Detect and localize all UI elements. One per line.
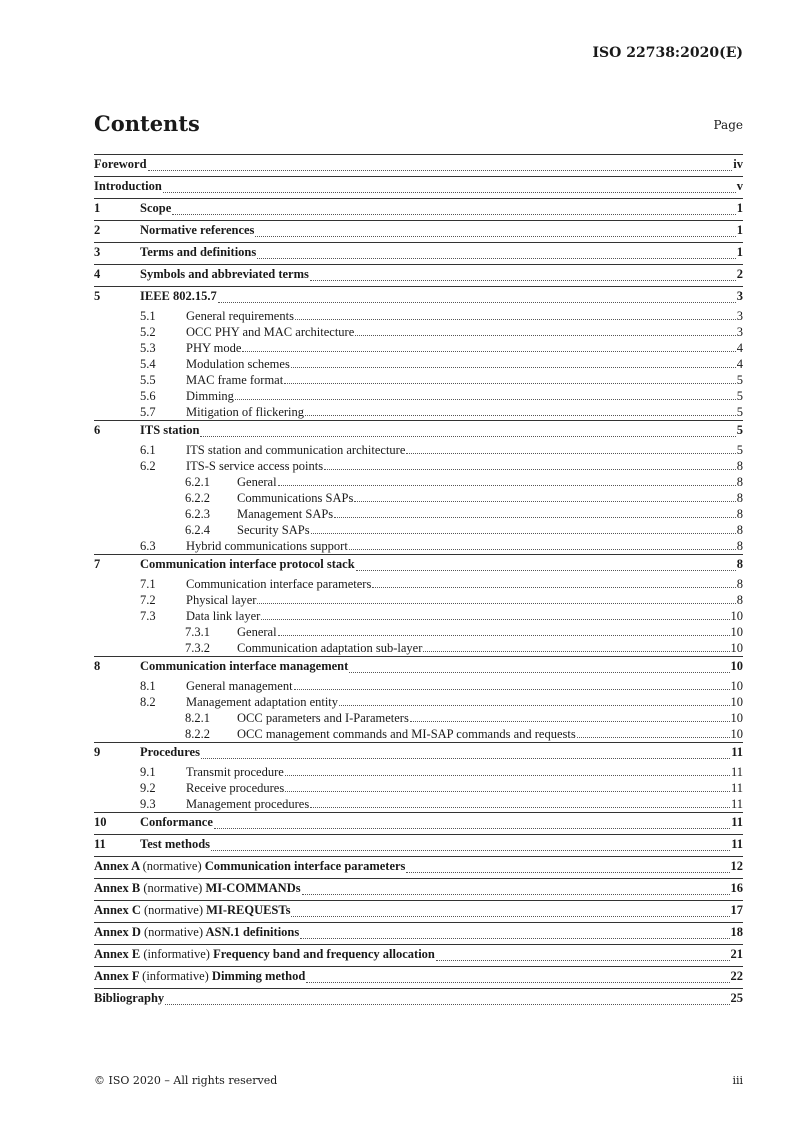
toc-entry-number: 7.3.1 — [185, 625, 210, 639]
toc-entry-page: 4 — [736, 357, 743, 371]
toc-entry[interactable] — [94, 286, 743, 308]
dot-leader — [300, 937, 729, 939]
toc-entry[interactable] — [94, 764, 743, 780]
dot-leader — [291, 366, 736, 368]
toc-entry-page: 8 — [736, 523, 743, 537]
dot-leader — [172, 213, 736, 215]
annex-title: MI-REQUESTs — [206, 903, 291, 917]
dot-leader — [372, 586, 735, 588]
toc-entry-page: 10 — [730, 609, 743, 623]
toc-entry-page: 21 — [730, 947, 743, 961]
toc-entry-title: PHY mode — [186, 341, 242, 355]
toc-entry-page: 8 — [736, 539, 743, 553]
dot-leader — [355, 334, 735, 336]
toc-entry-title: Terms and definitions — [140, 245, 257, 259]
toc-entry-page: 5 — [736, 423, 743, 437]
dot-leader — [339, 704, 729, 706]
dot-leader — [242, 350, 735, 352]
dot-leader — [211, 849, 730, 851]
toc-entry-number: 7.1 — [140, 577, 156, 591]
toc-entry-page: 3 — [736, 325, 743, 339]
toc-entry-title: ITS-S service access points — [186, 459, 324, 473]
toc-entry-page: 10 — [730, 711, 743, 725]
toc-entry-title — [94, 921, 299, 943]
toc-entry-number: 6.2.4 — [185, 523, 210, 537]
toc-entry-page: 10 — [730, 695, 743, 709]
toc-entry-number: 6.2.3 — [185, 507, 210, 521]
toc-entry[interactable] — [94, 242, 743, 264]
dot-leader — [406, 452, 735, 454]
toc-entry[interactable] — [94, 624, 743, 640]
toc-entry[interactable] — [94, 356, 743, 372]
toc-entry-title: Data link layer — [186, 609, 261, 623]
dot-leader — [356, 569, 736, 571]
dot-leader — [310, 279, 736, 281]
toc-entry-page: 11 — [730, 765, 743, 779]
toc-entry-page: 22 — [730, 969, 743, 983]
toc-entry-page: 12 — [730, 859, 743, 873]
toc-entry[interactable] — [94, 608, 743, 624]
toc-entry-number: 9 — [94, 745, 101, 759]
dot-leader — [311, 532, 736, 534]
toc-entry-page: 11 — [730, 781, 743, 795]
dot-leader — [406, 871, 729, 873]
toc-entry[interactable] — [94, 554, 743, 576]
toc-entry[interactable] — [94, 592, 743, 608]
toc-entry-page: 3 — [736, 309, 743, 323]
dot-leader — [278, 484, 736, 486]
toc-entry-number: 6.2.1 — [185, 475, 210, 489]
copyright-notice: © ISO 2020 – All rights reserved — [94, 1074, 278, 1087]
toc-entry-title: OCC parameters and I-Parameters — [237, 711, 409, 725]
toc-entry[interactable] — [94, 944, 743, 966]
toc-entry-number: 7.3.2 — [185, 641, 210, 655]
toc-entry-number: 5.7 — [140, 405, 156, 419]
toc-entry-number: 4 — [94, 267, 101, 281]
toc-entry-number: 2 — [94, 223, 101, 237]
dot-leader — [334, 516, 736, 518]
toc-entry-title: Hybrid communications support — [186, 539, 348, 553]
annex-type: (normative) — [142, 859, 202, 873]
toc-entry-number: 10 — [94, 815, 107, 829]
dot-leader — [235, 398, 736, 400]
toc-entry[interactable] — [94, 490, 743, 506]
toc-entry-title: Normative references — [140, 223, 255, 237]
toc-entry[interactable] — [94, 640, 743, 656]
dot-leader — [291, 915, 729, 917]
toc-entry-page: 4 — [736, 341, 743, 355]
toc-entry-title: Procedures — [140, 745, 200, 759]
toc-entry-title: Management procedures — [186, 797, 310, 811]
dot-leader — [302, 893, 730, 895]
toc-entry-page: 10 — [730, 659, 743, 673]
dot-leader — [577, 736, 730, 738]
toc-entry-title — [94, 943, 435, 965]
toc-entry-title: Communication interface protocol stack — [140, 557, 355, 571]
toc-entry[interactable] — [94, 834, 743, 856]
toc-entry[interactable] — [94, 324, 743, 340]
toc-entry-number: 5.1 — [140, 309, 156, 323]
toc-entry-title: OCC management commands and MI-SAP commands and requests — [237, 727, 576, 741]
dot-leader — [306, 981, 729, 983]
annex-label: Annex F — [94, 969, 140, 983]
toc-entry-title: Dimming — [186, 389, 234, 403]
toc-entry[interactable] — [94, 474, 743, 490]
annex-title: MI-COMMANDs — [205, 881, 301, 895]
dot-leader — [284, 382, 736, 384]
toc-entry[interactable] — [94, 726, 743, 742]
toc-entry[interactable] — [94, 340, 743, 356]
toc-entry-page: 8 — [736, 475, 743, 489]
toc-entry-page: 2 — [736, 267, 743, 281]
toc-entry-title — [94, 965, 305, 987]
dot-leader — [354, 500, 735, 502]
toc-entry-title: Symbols and abbreviated terms — [140, 267, 309, 281]
toc-entry-title: Modulation schemes — [186, 357, 290, 371]
toc-entry-title: ITS station and communication architecture — [186, 443, 406, 457]
dot-leader — [436, 959, 730, 961]
dot-leader — [255, 235, 735, 237]
toc-entry-page: v — [736, 179, 743, 193]
toc-entry-page: 18 — [730, 925, 743, 939]
toc-entry[interactable] — [94, 742, 743, 764]
toc-entry-page: 11 — [730, 797, 743, 811]
toc-entry-title: OCC PHY and MAC architecture — [186, 325, 355, 339]
toc-entry[interactable] — [94, 710, 743, 726]
dot-leader — [165, 1003, 729, 1005]
toc-entry[interactable] — [94, 404, 743, 420]
dot-leader — [201, 757, 730, 759]
toc-entry-title: Communications SAPs — [237, 491, 354, 505]
dot-leader — [285, 774, 730, 776]
dot-leader — [349, 548, 736, 550]
dot-leader — [324, 468, 736, 470]
toc-entry[interactable] — [94, 538, 743, 554]
toc-entry-page: 10 — [730, 727, 743, 741]
toc-entry-number: 5.2 — [140, 325, 156, 339]
document-id: ISO 22738:2020(E) — [592, 45, 743, 61]
annex-title: Dimming method — [211, 969, 306, 983]
toc-entry-page: 10 — [730, 679, 743, 693]
toc-entry[interactable] — [94, 308, 743, 324]
annex-label: Annex D — [94, 925, 141, 939]
toc-entry[interactable] — [94, 264, 743, 286]
toc-entry-number: 5.6 — [140, 389, 156, 403]
annex-type: (informative) — [143, 947, 210, 961]
toc-entry-page: 8 — [736, 593, 743, 607]
toc-entry-number: 9.1 — [140, 765, 156, 779]
dot-leader — [349, 671, 729, 673]
table-of-contents — [94, 154, 743, 1010]
toc-entry[interactable] — [94, 796, 743, 812]
toc-entry[interactable] — [94, 576, 743, 592]
toc-entry-number: 5.4 — [140, 357, 156, 371]
dot-leader — [261, 618, 729, 620]
toc-entry-page: 5 — [736, 373, 743, 387]
toc-entry-page: 8 — [736, 491, 743, 505]
toc-entry[interactable] — [94, 878, 743, 900]
annex-title: Frequency band and frequency allocation — [213, 947, 435, 961]
toc-entry[interactable] — [94, 420, 743, 442]
toc-entry[interactable] — [94, 656, 743, 678]
toc-entry-title: Mitigation of flickering — [186, 405, 305, 419]
toc-entry-title: Receive procedures — [186, 781, 285, 795]
toc-entry-page: iv — [733, 157, 743, 171]
toc-entry[interactable] — [94, 780, 743, 796]
dot-leader — [163, 191, 736, 193]
toc-entry-number: 3 — [94, 245, 101, 259]
toc-entry-number: 6.3 — [140, 539, 156, 553]
page-title: Contents — [94, 111, 200, 136]
toc-entry[interactable] — [94, 458, 743, 474]
toc-entry[interactable] — [94, 988, 743, 1010]
toc-entry-title — [94, 899, 290, 921]
toc-entry-title: General management — [186, 679, 293, 693]
toc-entry-title: ITS station — [140, 423, 200, 437]
toc-entry-page: 10 — [730, 641, 743, 655]
dot-leader — [295, 318, 736, 320]
toc-entry[interactable] — [94, 372, 743, 388]
toc-entry-number: 1 — [94, 201, 101, 215]
toc-entry-title: MAC frame format — [186, 373, 284, 387]
dot-leader — [305, 414, 736, 416]
page-column-label: Page — [713, 118, 743, 132]
toc-entry[interactable] — [94, 694, 743, 710]
dot-leader — [410, 720, 730, 722]
toc-entry-title: Communication interface management — [140, 659, 349, 673]
toc-entry[interactable] — [94, 506, 743, 522]
toc-entry[interactable] — [94, 176, 743, 198]
toc-entry-title: Bibliography — [94, 991, 165, 1005]
page-number: iii — [732, 1074, 743, 1087]
dot-leader — [310, 806, 730, 808]
toc-entry-number: 6.2.2 — [185, 491, 210, 505]
toc-entry-title: Transmit procedure — [186, 765, 284, 779]
toc-entry-page: 1 — [736, 245, 743, 259]
toc-entry-page: 8 — [736, 507, 743, 521]
toc-entry[interactable] — [94, 388, 743, 404]
toc-entry-page: 16 — [730, 881, 743, 895]
toc-entry-page: 25 — [730, 991, 743, 1005]
toc-entry[interactable] — [94, 856, 743, 878]
toc-entry-number: 6.1 — [140, 443, 156, 457]
toc-entry-title — [94, 855, 405, 877]
toc-entry-page: 11 — [731, 815, 743, 829]
toc-entry-number: 5.3 — [140, 341, 156, 355]
toc-entry-title: General requirements — [186, 309, 294, 323]
toc-entry-page: 11 — [731, 745, 743, 759]
toc-entry-page: 8 — [736, 557, 743, 571]
dot-leader — [200, 435, 735, 437]
toc-entry-title: Communication interface parameters — [186, 577, 372, 591]
toc-entry-number: 11 — [94, 837, 106, 851]
toc-entry-page: 17 — [730, 903, 743, 917]
toc-entry-number: 8.1 — [140, 679, 156, 693]
toc-entry[interactable] — [94, 812, 743, 834]
toc-entry[interactable] — [94, 678, 743, 694]
toc-entry[interactable] — [94, 922, 743, 944]
annex-title: ASN.1 definitions — [205, 925, 300, 939]
annex-type: (normative) — [143, 881, 203, 895]
annex-title: Communication interface parameters — [204, 859, 406, 873]
toc-entry[interactable] — [94, 198, 743, 220]
toc-entry-title: Physical layer — [186, 593, 257, 607]
toc-entry-page: 5 — [736, 443, 743, 457]
toc-entry-number: 6 — [94, 423, 101, 437]
toc-entry[interactable] — [94, 522, 743, 538]
toc-entry-page: 1 — [736, 223, 743, 237]
toc-entry-page: 5 — [736, 405, 743, 419]
dot-leader — [423, 650, 729, 652]
toc-entry-title: Management adaptation entity — [186, 695, 339, 709]
dot-leader — [214, 827, 730, 829]
toc-entry-number: 8.2 — [140, 695, 156, 709]
toc-entry-page: 3 — [736, 289, 743, 303]
dot-leader — [285, 790, 730, 792]
toc-entry-title: Communication adaptation sub-layer — [237, 641, 423, 655]
toc-entry-title: Foreword — [94, 157, 147, 171]
dot-leader — [257, 602, 735, 604]
toc-entry-number: 9.3 — [140, 797, 156, 811]
annex-type: (normative) — [144, 903, 204, 917]
toc-entry-title: IEEE 802.15.7 — [140, 289, 217, 303]
dot-leader — [218, 301, 736, 303]
toc-entry-number: 8.2.2 — [185, 727, 210, 741]
toc-entry-number: 7.3 — [140, 609, 156, 623]
toc-entry-page: 8 — [736, 459, 743, 473]
toc-entry-page: 8 — [736, 577, 743, 591]
toc-entry-title: General — [237, 475, 277, 489]
toc-entry-title: Introduction — [94, 179, 162, 193]
toc-entry[interactable] — [94, 154, 743, 176]
dot-leader — [278, 634, 730, 636]
toc-entry-title: Security SAPs — [237, 523, 310, 537]
toc-entry-number: 6.2 — [140, 459, 156, 473]
toc-entry-number: 9.2 — [140, 781, 156, 795]
toc-entry-title: Management SAPs — [237, 507, 334, 521]
toc-entry[interactable] — [94, 900, 743, 922]
toc-entry-title: Conformance — [140, 815, 213, 829]
toc-entry-page: 5 — [736, 389, 743, 403]
annex-type: (informative) — [142, 969, 209, 983]
toc-entry-page: 11 — [731, 837, 743, 851]
annex-label: Annex A — [94, 859, 140, 873]
annex-label: Annex C — [94, 903, 141, 917]
toc-entry-page: 10 — [730, 625, 743, 639]
toc-entry[interactable] — [94, 220, 743, 242]
toc-entry-number: 8.2.1 — [185, 711, 210, 725]
toc-entry[interactable] — [94, 966, 743, 988]
dot-leader — [294, 688, 730, 690]
toc-entry-title: General — [237, 625, 277, 639]
toc-entry-number: 7.2 — [140, 593, 156, 607]
toc-entry-number: 5.5 — [140, 373, 156, 387]
dot-leader — [257, 257, 736, 259]
toc-entry[interactable] — [94, 442, 743, 458]
toc-entry-number: 8 — [94, 659, 101, 673]
toc-entry-page: 1 — [736, 201, 743, 215]
toc-entry-title: Test methods — [140, 837, 211, 851]
toc-entry-title — [94, 877, 301, 899]
toc-entry-title: Scope — [140, 201, 172, 215]
annex-label: Annex B — [94, 881, 141, 895]
toc-entry-number: 7 — [94, 557, 101, 571]
annex-type: (normative) — [144, 925, 204, 939]
annex-label: Annex E — [94, 947, 141, 961]
dot-leader — [148, 169, 733, 171]
toc-entry-number: 5 — [94, 289, 101, 303]
